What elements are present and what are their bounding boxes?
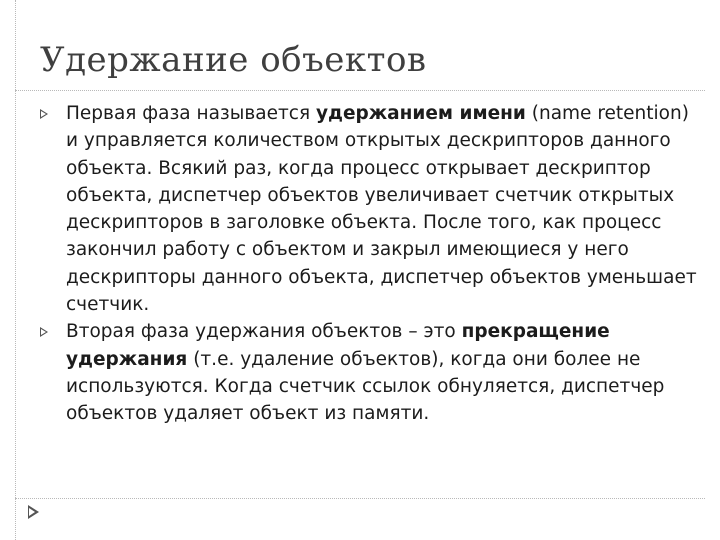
bullet-2-bold-term: прекращение удержания xyxy=(66,321,610,370)
bullet-1-text-pre: Первая фаза называется xyxy=(66,103,316,124)
left-guide-line xyxy=(15,0,16,540)
title-divider xyxy=(15,90,705,91)
footer-divider xyxy=(15,498,705,499)
bullet-2-text-pre: Вторая фаза удержания объектов – это xyxy=(66,321,462,343)
bullet-1-bold-term: удержанием имени xyxy=(315,103,526,124)
arrow-bullet-icon xyxy=(40,327,48,337)
bullet-2-text-post: (т.е. удаление объектов), когда они более не используются. Когда счетчик ссылок обнуляется, диспетчер объектов удаляет объект из памяти. xyxy=(66,348,665,425)
bullet-item-1 xyxy=(38,100,703,318)
bullet-1-text-post: (name retention) и управляется количеством открытых дескрипторов данного объекта. Всякий раз, когда процесс открывает дескриптор объекта, диспетчер объектов увеличивает счетчик открытых дескрипторов в заголовке объекта. После того, как процесс закончил работу с объектом и закрыл имеющиеся у него дескрипторы данного объекта, диспетчер объектов уменьшает счетчик. xyxy=(66,103,697,316)
slide-title: Удержание объектов xyxy=(40,40,427,80)
arrow-bullet-icon xyxy=(40,109,48,119)
bullet-item-2 xyxy=(38,318,703,427)
bullet-list xyxy=(38,100,703,428)
next-slide-icon[interactable] xyxy=(28,505,39,519)
